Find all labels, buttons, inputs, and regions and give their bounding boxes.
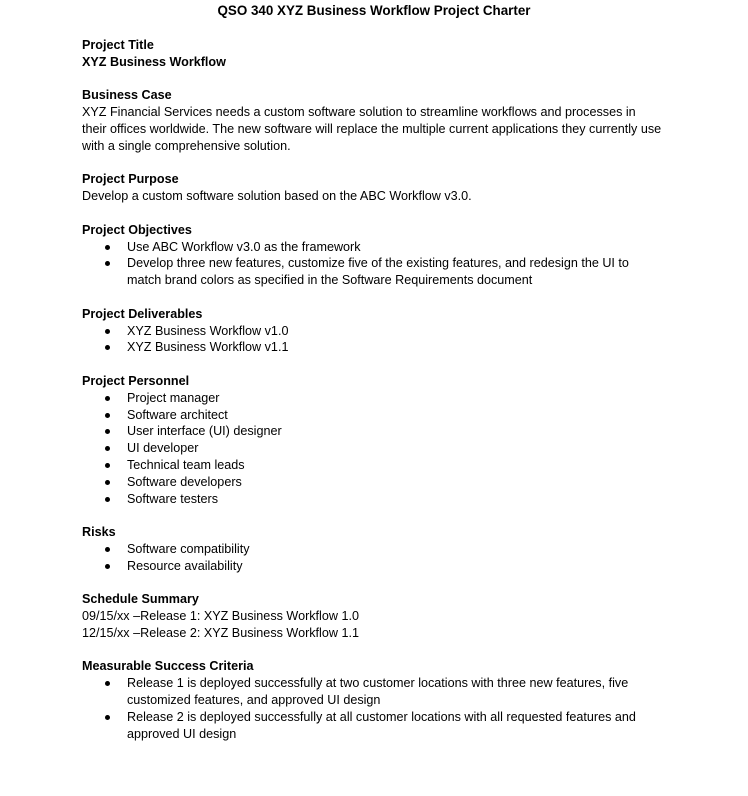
business-case-text: XYZ Financial Services needs a custom software solution to streamline workflows and processes in their offices worldwide. The new software will replace the multiple current applications they currently use with a single comprehensive solution. — [82, 105, 662, 153]
success-criteria-list — [82, 675, 662, 742]
section-project-purpose — [82, 171, 662, 205]
objectives-list — [82, 239, 662, 289]
list-item: Resource availability — [82, 558, 662, 575]
document-title: QSO 340 XYZ Business Workflow Project Charter — [217, 3, 531, 18]
section-schedule-summary — [82, 591, 662, 641]
section-heading: Measurable Success Criteria — [82, 659, 254, 674]
section-business-case — [82, 87, 662, 154]
section-heading: Risks — [82, 525, 116, 540]
list-item: XYZ Business Workflow v1.0 — [82, 323, 662, 340]
document-body — [82, 37, 662, 759]
section-heading: Schedule Summary — [82, 592, 199, 607]
deliverables-list — [82, 323, 662, 357]
list-item: Release 2 is deployed successfully at all customer locations with all requested features and approved UI design — [82, 709, 662, 743]
list-item: Software developers — [82, 474, 662, 491]
list-item: Release 1 is deployed successfully at two customer locations with three new features, five customized features, and approved UI design — [82, 675, 662, 709]
list-item: UI developer — [82, 440, 662, 457]
section-heading: Project Deliverables — [82, 306, 203, 321]
list-item: Use ABC Workflow v3.0 as the framework — [82, 239, 662, 256]
section-project-objectives — [82, 222, 662, 289]
section-heading: Business Case — [82, 88, 172, 103]
list-item: Project manager — [82, 390, 662, 407]
list-item: Software compatibility — [82, 541, 662, 558]
project-purpose-text: Develop a custom software solution based on the ABC Workflow v3.0. — [82, 189, 472, 204]
list-item: Develop three new features, customize five of the existing features, and redesign the UI to match brand colors as specified in the Software Requirements document — [82, 255, 662, 289]
section-heading: Project Purpose — [82, 172, 179, 187]
section-success-criteria — [82, 658, 662, 742]
section-risks — [82, 524, 662, 574]
section-heading: Project Title — [82, 38, 154, 52]
section-project-personnel — [82, 373, 662, 507]
list-item: XYZ Business Workflow v1.1 — [82, 339, 662, 356]
list-item: Technical team leads — [82, 457, 662, 474]
list-item: Software architect — [82, 407, 662, 424]
section-project-title — [82, 37, 662, 71]
risks-list — [82, 541, 662, 575]
section-heading: Project Objectives — [82, 222, 192, 237]
list-item: Software testers — [82, 491, 662, 508]
list-item: User interface (UI) designer — [82, 423, 662, 440]
schedule-line: 09/15/xx –Release 1: XYZ Business Workflow 1.0 — [82, 609, 359, 624]
personnel-list — [82, 390, 662, 508]
section-project-deliverables — [82, 306, 662, 356]
schedule-line: 12/15/xx –Release 2: XYZ Business Workflow 1.1 — [82, 625, 359, 640]
section-heading: Project Personnel — [82, 373, 190, 388]
project-title-value: XYZ Business Workflow — [82, 54, 226, 69]
